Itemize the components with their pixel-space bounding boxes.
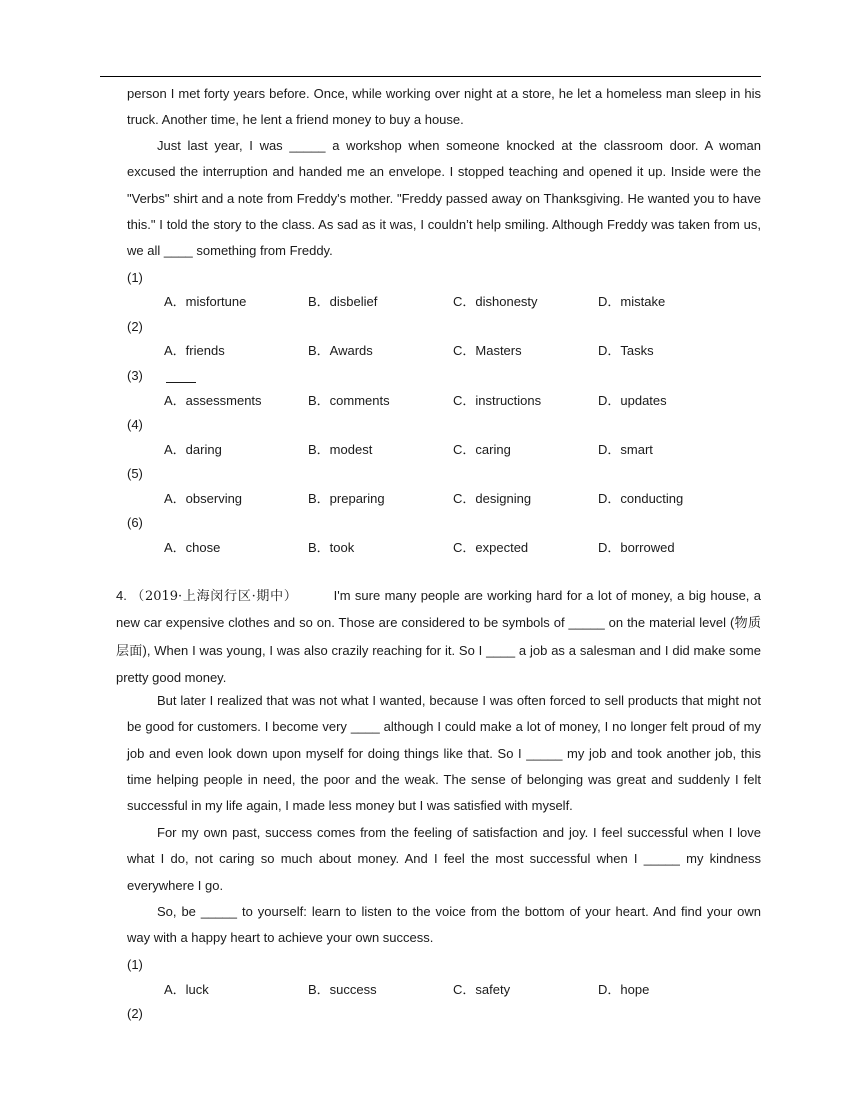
paragraph-text: on the material level ( (604, 615, 735, 631)
option-a[interactable]: A．assessments (164, 393, 262, 408)
option-b[interactable]: B．disbelief (308, 294, 378, 309)
option-d[interactable]: D．Tasks (598, 343, 654, 358)
paragraph-text: to yourself: learn to listen to the voice from the bottom of your heart. And find your own way with a happy heart to achieve your own success. (127, 904, 761, 946)
question-number: (5) (127, 466, 143, 481)
option-d[interactable]: D．mistake (598, 294, 666, 309)
option-b[interactable]: B．modest (308, 442, 373, 457)
paragraph-text: Just last year, I was (157, 138, 290, 153)
options-row-2 (164, 341, 764, 361)
option-c[interactable]: C．expected (453, 540, 529, 555)
question-number: 4. (116, 588, 127, 603)
option-c[interactable]: C．dishonesty (453, 294, 538, 309)
option-c[interactable]: C．Masters (453, 343, 522, 358)
option-c[interactable]: C．caring (453, 442, 511, 457)
question-number: (1) (127, 957, 143, 972)
option-b[interactable]: B．Awards (308, 343, 373, 358)
question-number: (3) (127, 368, 143, 383)
answer-blank[interactable]: ____ (163, 243, 193, 259)
paragraph-text: I'm sure many people are working hard for a lot of money, a big house, a new car expensive clothes and so on. Those are considered to be symbols of (116, 588, 761, 631)
answer-blank[interactable]: _____ (643, 851, 680, 867)
paragraph-text: ), When I was young, I was also crazily reaching for it. So I (142, 642, 487, 658)
header-rule (100, 76, 761, 77)
options-row-5 (164, 489, 764, 509)
paragraph-text: 物质层面 (116, 616, 761, 659)
option-b[interactable]: B．success (308, 982, 377, 997)
options-row-3 (164, 391, 764, 411)
option-d[interactable]: D．hope (598, 982, 650, 997)
paragraph-text: So, be (157, 904, 201, 919)
answer-blank[interactable]: _____ (200, 904, 238, 919)
answer-line[interactable] (166, 382, 196, 383)
question4-paragraph-4 (127, 899, 761, 952)
option-c[interactable]: C．designing (453, 491, 532, 506)
options-row-q4-1 (164, 980, 764, 1000)
paragraph-text: For my own past, success comes from the feeling of satisfaction and joy. I feel successful when I love what I do, not caring so much about money. And I feel the most successful when I (127, 825, 761, 867)
question-number: (6) (127, 515, 143, 530)
paragraph-text: my kindness everywhere I go. (127, 851, 761, 893)
option-c[interactable]: C．safety (453, 982, 511, 997)
option-b[interactable]: B．preparing (308, 491, 385, 506)
answer-blank[interactable]: _____ (289, 138, 326, 153)
option-b[interactable]: B．comments (308, 393, 390, 408)
passage3-paragraph-last (127, 133, 761, 264)
question4-paragraph-1 (116, 583, 761, 691)
options-row-6 (164, 538, 764, 558)
option-a[interactable]: A．misfortune (164, 294, 247, 309)
option-a[interactable]: A．luck (164, 982, 209, 997)
paragraph-text: a workshop when someone knocked at the classroom door. A woman excused the interruption and handed me an envelope. I stopped teaching and opened it up. Inside were the "Verbs" shirt and a note from Freddy's mother. "Freddy passed away on Thanksgiving. He wanted you to have this." I told the story to the class. As sad as it was, I couldn’t help smiling. Although Freddy was taken from us, we all (127, 138, 762, 259)
option-a[interactable]: A．friends (164, 343, 225, 358)
answer-blank[interactable]: _____ (568, 615, 605, 631)
option-d[interactable]: D．borrowed (598, 540, 675, 555)
options-row-1 (164, 292, 764, 312)
answer-blank[interactable]: _____ (526, 745, 563, 761)
option-c[interactable]: C．instructions (453, 393, 542, 408)
paragraph-text: although I could make a lot of money, I no longer felt proud of my job and even look down upon myself for doing things like that. So I (127, 719, 761, 761)
option-d[interactable]: D．conducting (598, 491, 684, 506)
paragraph-text: a job as a salesman and I did make some pretty good money. (116, 642, 761, 685)
question-number: (4) (127, 417, 143, 432)
options-row-4 (164, 440, 764, 460)
option-a[interactable]: A．observing (164, 491, 243, 506)
question-number: (2) (127, 1006, 143, 1021)
paragraph-text: person I met forty years before. Once, while working over night at a store, he let a homeless man sleep in his truck. Another time, he lent a friend money to buy a house. (127, 86, 761, 128)
question-number: (2) (127, 319, 143, 334)
passage3-paragraph-end (127, 81, 761, 134)
paragraph-text: But later I realized that was not what I wanted, because I was often forced to sell products that might not be good for customers. I become very (127, 693, 761, 735)
paragraph-text: my job and took another job, this time helping people in need, the poor and the weak. The sense of belonging was great and suddenly I felt successful in my life again, I made less money but I was satisfied with myself. (127, 745, 761, 814)
option-d[interactable]: D．updates (598, 393, 667, 408)
paragraph-text: something from Freddy. (192, 243, 333, 259)
question-source: （2019·上海闵行区·期中） (131, 589, 298, 604)
option-a[interactable]: A．chose (164, 540, 221, 555)
answer-blank[interactable]: ____ (486, 642, 516, 658)
option-d[interactable]: D．smart (598, 442, 653, 457)
question-number: (1) (127, 270, 143, 285)
question4-paragraph-2 (127, 688, 761, 819)
answer-blank[interactable]: ____ (350, 719, 380, 735)
question4-paragraph-3 (127, 820, 761, 899)
option-a[interactable]: A．daring (164, 442, 222, 457)
option-b[interactable]: B．took (308, 540, 355, 555)
